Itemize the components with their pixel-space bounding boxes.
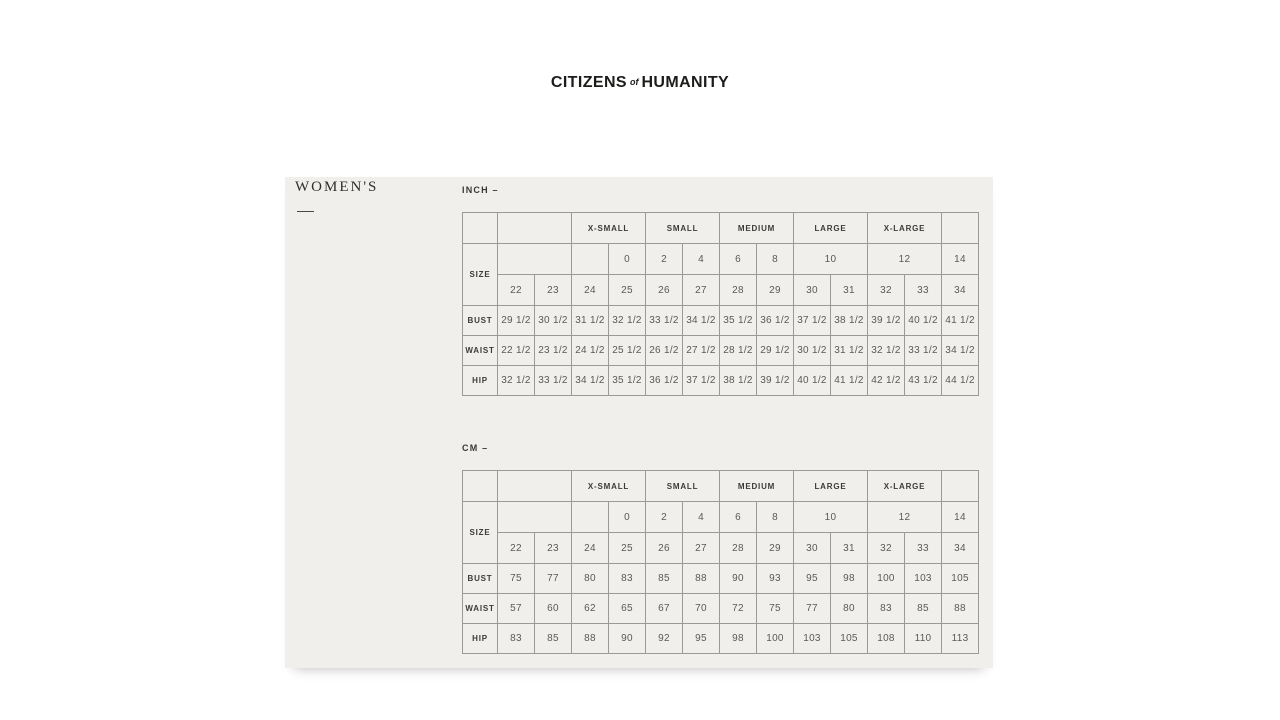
measure-value-cell: 77 bbox=[794, 594, 831, 624]
measure-value-cell: 90 bbox=[720, 564, 757, 594]
size-row-label: SIZE bbox=[463, 244, 498, 306]
numeric-size-cell: 25 bbox=[609, 275, 646, 306]
measure-value-cell: 38 1/2 bbox=[831, 306, 868, 336]
sidebar-item-womens[interactable]: WOMEN'S bbox=[295, 179, 379, 195]
measure-value-cell: 105 bbox=[831, 624, 868, 654]
measure-value-cell: 65 bbox=[609, 594, 646, 624]
measure-value-cell: 92 bbox=[646, 624, 683, 654]
measure-value-cell: 80 bbox=[831, 594, 868, 624]
size-table-cm bbox=[462, 470, 979, 654]
measure-value-cell: 57 bbox=[498, 594, 535, 624]
size-chart-section-cm bbox=[462, 444, 979, 654]
measure-value-cell: 25 1/2 bbox=[609, 336, 646, 366]
size-group-header bbox=[942, 471, 979, 502]
us-size-cell: 6 bbox=[720, 502, 757, 533]
size-guide-panel bbox=[285, 177, 993, 668]
measure-value-cell: 98 bbox=[831, 564, 868, 594]
measure-value-cell: 88 bbox=[683, 564, 720, 594]
measure-value-cell: 88 bbox=[942, 594, 979, 624]
size-group-header: LARGE bbox=[794, 213, 868, 244]
measure-value-cell: 32 1/2 bbox=[498, 366, 535, 396]
unit-label-cm: CM – bbox=[462, 443, 489, 453]
measure-value-cell: 34 1/2 bbox=[572, 366, 609, 396]
measure-value-cell: 33 1/2 bbox=[646, 306, 683, 336]
numeric-size-cell: 32 bbox=[868, 275, 905, 306]
measure-value-cell: 38 1/2 bbox=[720, 366, 757, 396]
us-size-cell: 4 bbox=[683, 244, 720, 275]
measure-value-cell: 62 bbox=[572, 594, 609, 624]
measure-value-cell: 37 1/2 bbox=[794, 306, 831, 336]
us-size-cell: 0 bbox=[609, 502, 646, 533]
measure-value-cell: 30 1/2 bbox=[535, 306, 572, 336]
measure-value-cell: 42 1/2 bbox=[868, 366, 905, 396]
measure-value-cell: 34 1/2 bbox=[942, 336, 979, 366]
measure-value-cell: 113 bbox=[942, 624, 979, 654]
measure-value-cell: 70 bbox=[683, 594, 720, 624]
size-group-header: SMALL bbox=[646, 213, 720, 244]
measure-value-cell: 39 1/2 bbox=[757, 366, 794, 396]
us-size-cell: 14 bbox=[942, 502, 979, 533]
measure-value-cell: 95 bbox=[794, 564, 831, 594]
measure-value-cell: 77 bbox=[535, 564, 572, 594]
brand-word-humanity: HUMANITY bbox=[641, 74, 730, 91]
unit-label-inch: INCH – bbox=[462, 185, 499, 195]
size-group-header: MEDIUM bbox=[720, 213, 794, 244]
numeric-size-cell: 31 bbox=[831, 275, 868, 306]
us-size-cell bbox=[498, 244, 572, 275]
numeric-size-cell: 33 bbox=[905, 275, 942, 306]
numeric-size-cell: 22 bbox=[498, 275, 535, 306]
size-group-header: SMALL bbox=[646, 471, 720, 502]
numeric-size-cell: 33 bbox=[905, 533, 942, 564]
measure-value-cell: 33 1/2 bbox=[905, 336, 942, 366]
numeric-size-cell: 30 bbox=[794, 533, 831, 564]
measure-value-cell: 29 1/2 bbox=[498, 306, 535, 336]
us-size-cell: 2 bbox=[646, 244, 683, 275]
measure-value-cell: 100 bbox=[757, 624, 794, 654]
size-group-header: X-LARGE bbox=[868, 471, 942, 502]
measure-value-cell: 35 1/2 bbox=[720, 306, 757, 336]
measure-value-cell: 32 1/2 bbox=[609, 306, 646, 336]
us-size-cell bbox=[572, 244, 609, 275]
measure-value-cell: 100 bbox=[868, 564, 905, 594]
brand-word-of: of bbox=[629, 77, 639, 87]
us-size-cell: 8 bbox=[757, 244, 794, 275]
measure-value-cell: 60 bbox=[535, 594, 572, 624]
measure-value-cell: 39 1/2 bbox=[868, 306, 905, 336]
measure-value-cell: 37 1/2 bbox=[683, 366, 720, 396]
us-size-cell: 6 bbox=[720, 244, 757, 275]
numeric-size-cell: 31 bbox=[831, 533, 868, 564]
measure-value-cell: 32 1/2 bbox=[868, 336, 905, 366]
us-size-cell bbox=[498, 502, 572, 533]
numeric-size-cell: 23 bbox=[535, 275, 572, 306]
measure-value-cell: 34 1/2 bbox=[683, 306, 720, 336]
size-group-header: X-SMALL bbox=[572, 213, 646, 244]
measure-value-cell: 28 1/2 bbox=[720, 336, 757, 366]
us-size-cell: 8 bbox=[757, 502, 794, 533]
numeric-size-cell: 34 bbox=[942, 275, 979, 306]
numeric-size-cell: 24 bbox=[572, 275, 609, 306]
numeric-size-cell: 27 bbox=[683, 533, 720, 564]
measure-value-cell: 31 1/2 bbox=[831, 336, 868, 366]
numeric-size-cell: 34 bbox=[942, 533, 979, 564]
measure-value-cell: 110 bbox=[905, 624, 942, 654]
measure-value-cell: 85 bbox=[535, 624, 572, 654]
measure-value-cell: 41 1/2 bbox=[942, 306, 979, 336]
size-table-inch bbox=[462, 212, 979, 396]
table-corner-cell bbox=[463, 471, 498, 502]
measure-value-cell: 83 bbox=[609, 564, 646, 594]
size-chart-section-inch bbox=[462, 186, 979, 396]
measure-value-cell: 23 1/2 bbox=[535, 336, 572, 366]
measure-value-cell: 93 bbox=[757, 564, 794, 594]
measure-row-label: WAIST bbox=[463, 336, 498, 366]
measure-value-cell: 75 bbox=[757, 594, 794, 624]
measure-row-label: BUST bbox=[463, 306, 498, 336]
measure-value-cell: 26 1/2 bbox=[646, 336, 683, 366]
measure-value-cell: 85 bbox=[646, 564, 683, 594]
measure-row-label: BUST bbox=[463, 564, 498, 594]
numeric-size-cell: 29 bbox=[757, 275, 794, 306]
measure-value-cell: 83 bbox=[498, 624, 535, 654]
measure-value-cell: 30 1/2 bbox=[794, 336, 831, 366]
measure-value-cell: 90 bbox=[609, 624, 646, 654]
size-group-header: LARGE bbox=[794, 471, 868, 502]
us-size-cell bbox=[572, 502, 609, 533]
measure-value-cell: 43 1/2 bbox=[905, 366, 942, 396]
measure-value-cell: 36 1/2 bbox=[757, 306, 794, 336]
measure-value-cell: 108 bbox=[868, 624, 905, 654]
measure-value-cell: 98 bbox=[720, 624, 757, 654]
table-corner-cell bbox=[463, 213, 498, 244]
numeric-size-cell: 30 bbox=[794, 275, 831, 306]
measure-value-cell: 24 1/2 bbox=[572, 336, 609, 366]
us-size-cell: 12 bbox=[868, 502, 942, 533]
numeric-size-cell: 24 bbox=[572, 533, 609, 564]
measure-value-cell: 103 bbox=[794, 624, 831, 654]
measure-value-cell: 85 bbox=[905, 594, 942, 624]
measure-value-cell: 75 bbox=[498, 564, 535, 594]
numeric-size-cell: 28 bbox=[720, 275, 757, 306]
measure-value-cell: 35 1/2 bbox=[609, 366, 646, 396]
size-group-header bbox=[498, 213, 572, 244]
numeric-size-cell: 26 bbox=[646, 533, 683, 564]
measure-value-cell: 29 1/2 bbox=[757, 336, 794, 366]
us-size-cell: 12 bbox=[868, 244, 942, 275]
us-size-cell: 10 bbox=[794, 502, 868, 533]
measure-value-cell: 67 bbox=[646, 594, 683, 624]
measure-value-cell: 22 1/2 bbox=[498, 336, 535, 366]
us-size-cell: 10 bbox=[794, 244, 868, 275]
size-group-header: MEDIUM bbox=[720, 471, 794, 502]
measure-value-cell: 40 1/2 bbox=[905, 306, 942, 336]
us-size-cell: 0 bbox=[609, 244, 646, 275]
measure-value-cell: 105 bbox=[942, 564, 979, 594]
size-group-header: X-SMALL bbox=[572, 471, 646, 502]
numeric-size-cell: 26 bbox=[646, 275, 683, 306]
numeric-size-cell: 27 bbox=[683, 275, 720, 306]
numeric-size-cell: 23 bbox=[535, 533, 572, 564]
measure-value-cell: 80 bbox=[572, 564, 609, 594]
brand-logo[interactable] bbox=[0, 74, 1280, 92]
measure-value-cell: 36 1/2 bbox=[646, 366, 683, 396]
size-group-header bbox=[942, 213, 979, 244]
size-row-label: SIZE bbox=[463, 502, 498, 564]
numeric-size-cell: 28 bbox=[720, 533, 757, 564]
measure-value-cell: 103 bbox=[905, 564, 942, 594]
measure-value-cell: 40 1/2 bbox=[794, 366, 831, 396]
measure-row-label: HIP bbox=[463, 366, 498, 396]
us-size-cell: 4 bbox=[683, 502, 720, 533]
size-group-header bbox=[498, 471, 572, 502]
us-size-cell: 14 bbox=[942, 244, 979, 275]
numeric-size-cell: 22 bbox=[498, 533, 535, 564]
numeric-size-cell: 32 bbox=[868, 533, 905, 564]
measure-row-label: HIP bbox=[463, 624, 498, 654]
numeric-size-cell: 29 bbox=[757, 533, 794, 564]
measure-value-cell: 31 1/2 bbox=[572, 306, 609, 336]
measure-value-cell: 33 1/2 bbox=[535, 366, 572, 396]
numeric-size-cell: 25 bbox=[609, 533, 646, 564]
measure-value-cell: 44 1/2 bbox=[942, 366, 979, 396]
measure-value-cell: 27 1/2 bbox=[683, 336, 720, 366]
heading-rule bbox=[297, 211, 314, 212]
size-group-header: X-LARGE bbox=[868, 213, 942, 244]
measure-row-label: WAIST bbox=[463, 594, 498, 624]
measure-value-cell: 72 bbox=[720, 594, 757, 624]
measure-value-cell: 95 bbox=[683, 624, 720, 654]
us-size-cell: 2 bbox=[646, 502, 683, 533]
measure-value-cell: 41 1/2 bbox=[831, 366, 868, 396]
brand-word-citizens: CITIZENS bbox=[550, 74, 627, 91]
measure-value-cell: 83 bbox=[868, 594, 905, 624]
measure-value-cell: 88 bbox=[572, 624, 609, 654]
